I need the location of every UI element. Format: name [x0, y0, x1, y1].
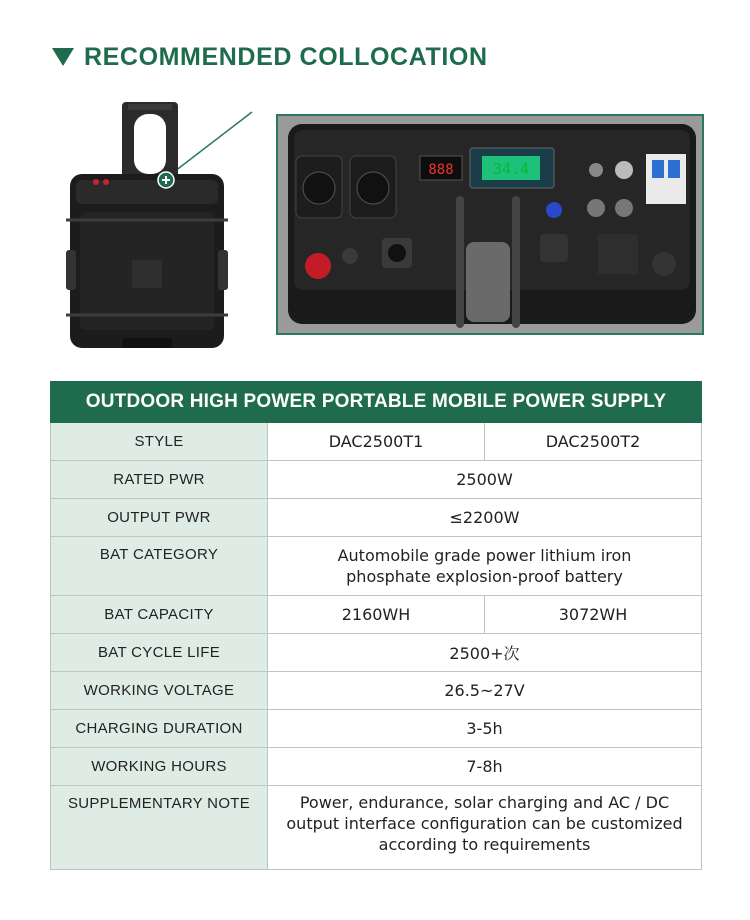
triangle-down-icon [52, 48, 74, 66]
output-pwr-value: ≤2200W [268, 499, 702, 537]
row-label-bat-capacity: BAT CAPACITY [51, 596, 268, 634]
case-photo[interactable] [62, 100, 232, 355]
table-row [51, 672, 702, 710]
row-label-working-voltage: WORKING VOLTAGE [51, 672, 268, 710]
row-label-style: STYLE [51, 423, 268, 461]
row-label-working-hours: WORKING HOURS [51, 748, 268, 786]
table-row [51, 537, 702, 596]
spec-table [50, 381, 702, 870]
row-label-bat-cycle-life: BAT CYCLE LIFE [51, 634, 268, 672]
table-row [51, 634, 702, 672]
row-label-supplementary-note: SUPPLEMENTARY NOTE [51, 786, 268, 870]
bat-cycle-life-value: 2500+次 [268, 634, 702, 672]
green-display-readout: 34.4 [492, 160, 530, 178]
section-header [52, 40, 488, 74]
bat-category-value: Automobile grade power lithium iron phosphate explosion-proof battery [268, 537, 702, 596]
red-display-readout: 888 [428, 162, 454, 178]
style-value-1: DAC2500T1 [268, 423, 485, 461]
table-row [51, 461, 702, 499]
plus-icon [158, 172, 174, 188]
supplementary-note-value: Power, endurance, solar charging and AC / DC output interface configuration can be customized according to requirements [268, 786, 702, 870]
table-row [51, 710, 702, 748]
table-row [51, 786, 702, 870]
row-label-rated-pwr: RATED PWR [51, 461, 268, 499]
row-label-charging-duration: CHARGING DURATION [51, 710, 268, 748]
working-hours-value: 7-8h [268, 748, 702, 786]
table-row [51, 596, 702, 634]
table-row [51, 748, 702, 786]
bat-capacity-value-1: 2160WH [268, 596, 485, 634]
bat-capacity-value-2: 3072WH [485, 596, 702, 634]
table-row [51, 423, 702, 461]
charging-duration-value: 3-5h [268, 710, 702, 748]
working-voltage-value: 26.5~27V [268, 672, 702, 710]
rated-pwr-value: 2500W [268, 461, 702, 499]
table-row [51, 499, 702, 537]
row-label-output-pwr: OUTPUT PWR [51, 499, 268, 537]
row-label-bat-category: BAT CATEGORY [51, 537, 268, 596]
panel-photo[interactable] [276, 114, 704, 335]
table-title: OUTDOOR HIGH POWER PORTABLE MOBILE POWER SUPPLY [51, 382, 702, 423]
section-title: RECOMMENDED COLLOCATION [84, 42, 488, 71]
style-value-2: DAC2500T2 [485, 423, 702, 461]
